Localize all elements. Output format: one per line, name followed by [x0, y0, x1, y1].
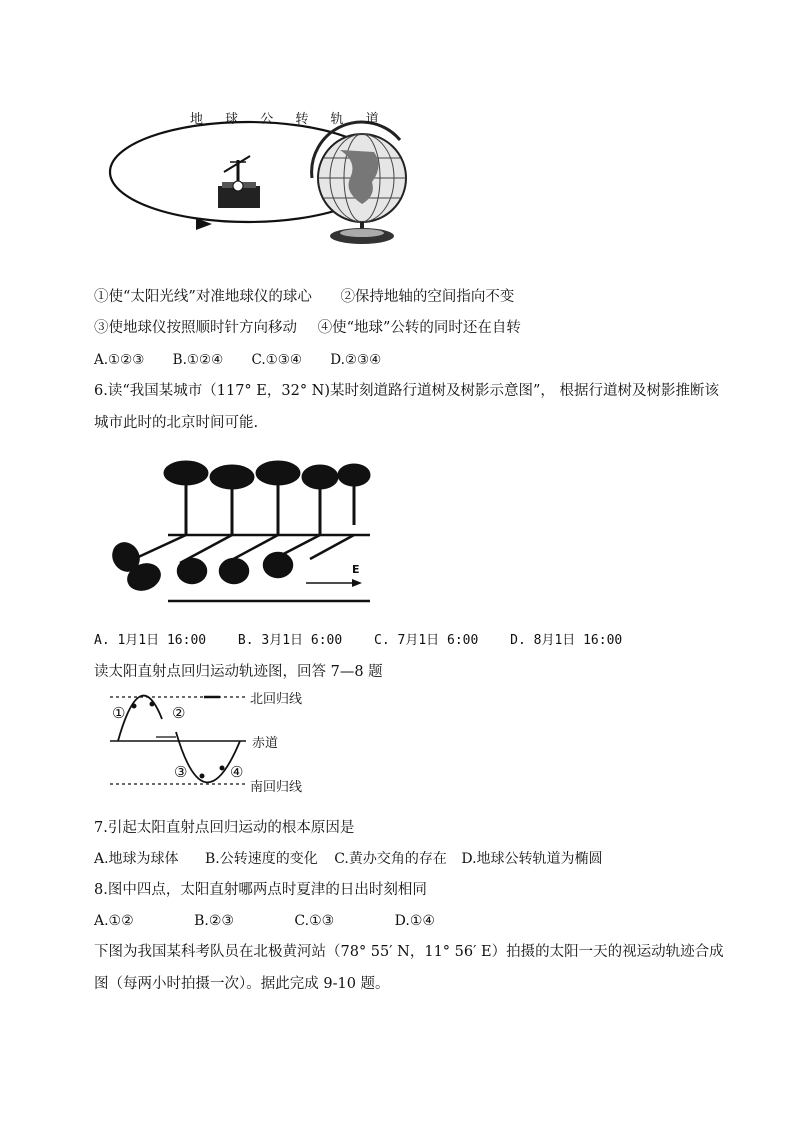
q5-options-row2 — [94, 318, 521, 338]
south-tropic-label: 南回归线 — [250, 780, 303, 795]
q7-choice-b[interactable]: B.公转速度的变化 — [205, 851, 318, 867]
orbit-title: 地 球 公 转 轨 道 — [190, 112, 388, 127]
q8-choices — [94, 911, 435, 931]
q8-stem: 8.图中四点，太阳直射哪两点时夏津的日出时刻相同 — [94, 882, 427, 898]
north-tropic-label: 北回归线 — [250, 692, 303, 707]
tree-shadow-figure — [100, 455, 380, 610]
tree-shadow-diagram — [100, 455, 380, 610]
q5-option-1: ①使“太阳光线”对准地球仪的球心 — [94, 289, 312, 305]
q5-option-3: ③使地球仪按照顺时针方向移动 — [94, 320, 297, 336]
q8-choice-c[interactable]: C.①③ — [294, 913, 335, 929]
intro-9-10-line1: 下图为我国某科考队员在北极黄河站（78° 55′ N，11° 56′ E）拍摄的太阳一天的视运动轨迹合成 — [94, 944, 724, 960]
orbit-figure — [100, 100, 430, 260]
q6-choice-a[interactable]: A. 1月1日 16:00 — [94, 633, 207, 648]
q6-stem-line1: 6.读“我国某城市（117° E，32° N)某时刻道路行道树及树影示意图”， 根据行道树及树影推断该 — [94, 383, 720, 399]
q5-choice-c[interactable]: C.①③④ — [251, 352, 302, 368]
tree-icon — [256, 461, 300, 535]
q5-option-2: ②保持地轴的空间指向不变 — [340, 289, 515, 305]
q6-choice-c[interactable]: C. 7月1日 6:00 — [374, 633, 479, 648]
q7-stem: 7.引起太阳直射点回归运动的根本原因是 — [94, 820, 355, 836]
q7-choice-a[interactable]: A.地球为球体 — [94, 851, 179, 867]
sun-path-figure — [100, 688, 330, 798]
point-3-label: ③ — [174, 763, 188, 781]
q8-choice-d[interactable]: D.①④ — [394, 913, 435, 929]
intro-7-8: 读太阳直射点回归运动轨迹图，回答 7—8 题 — [94, 664, 383, 680]
point-4-label: ④ — [230, 763, 244, 781]
q5-choice-b[interactable]: B.①②④ — [172, 352, 224, 368]
q7-choice-c[interactable]: C.黄办交角的存在 — [334, 851, 447, 867]
q5-choice-a[interactable]: A.①②③ — [94, 352, 145, 368]
tree-icon — [338, 464, 370, 525]
q7-choices — [94, 849, 603, 869]
q8-choice-a[interactable]: A.①② — [94, 913, 134, 929]
equator-label: 赤道 — [252, 736, 279, 751]
tree-icon — [302, 465, 338, 535]
q5-option-4: ④使“地球”公转的同时还在自转 — [317, 320, 521, 336]
east-label: E — [352, 563, 360, 576]
tree-icon — [210, 465, 254, 535]
q5-options-row1 — [94, 287, 514, 307]
tree-icon — [164, 461, 208, 535]
intro-9-10-line2: 图（每两小时拍摄一次）。据此完成 9-10 题。 — [94, 976, 390, 992]
q8-choice-b[interactable]: B.②③ — [194, 913, 234, 929]
q5-choice-d[interactable]: D.②③④ — [330, 352, 382, 368]
q6-choices — [94, 631, 622, 651]
q7-choice-d[interactable]: D.地球公转轨道为椭圆 — [461, 851, 603, 867]
point-2-label: ② — [172, 704, 186, 722]
q6-choice-b[interactable]: B. 3月1日 6:00 — [237, 633, 343, 648]
q6-choice-d[interactable]: D. 8月1日 16:00 — [510, 633, 623, 648]
q5-choices — [94, 350, 381, 370]
q6-stem-line2: 城市此时的北京时间可能. — [94, 415, 259, 431]
globe-icon — [312, 122, 406, 244]
point-1-label: ① — [112, 704, 126, 722]
